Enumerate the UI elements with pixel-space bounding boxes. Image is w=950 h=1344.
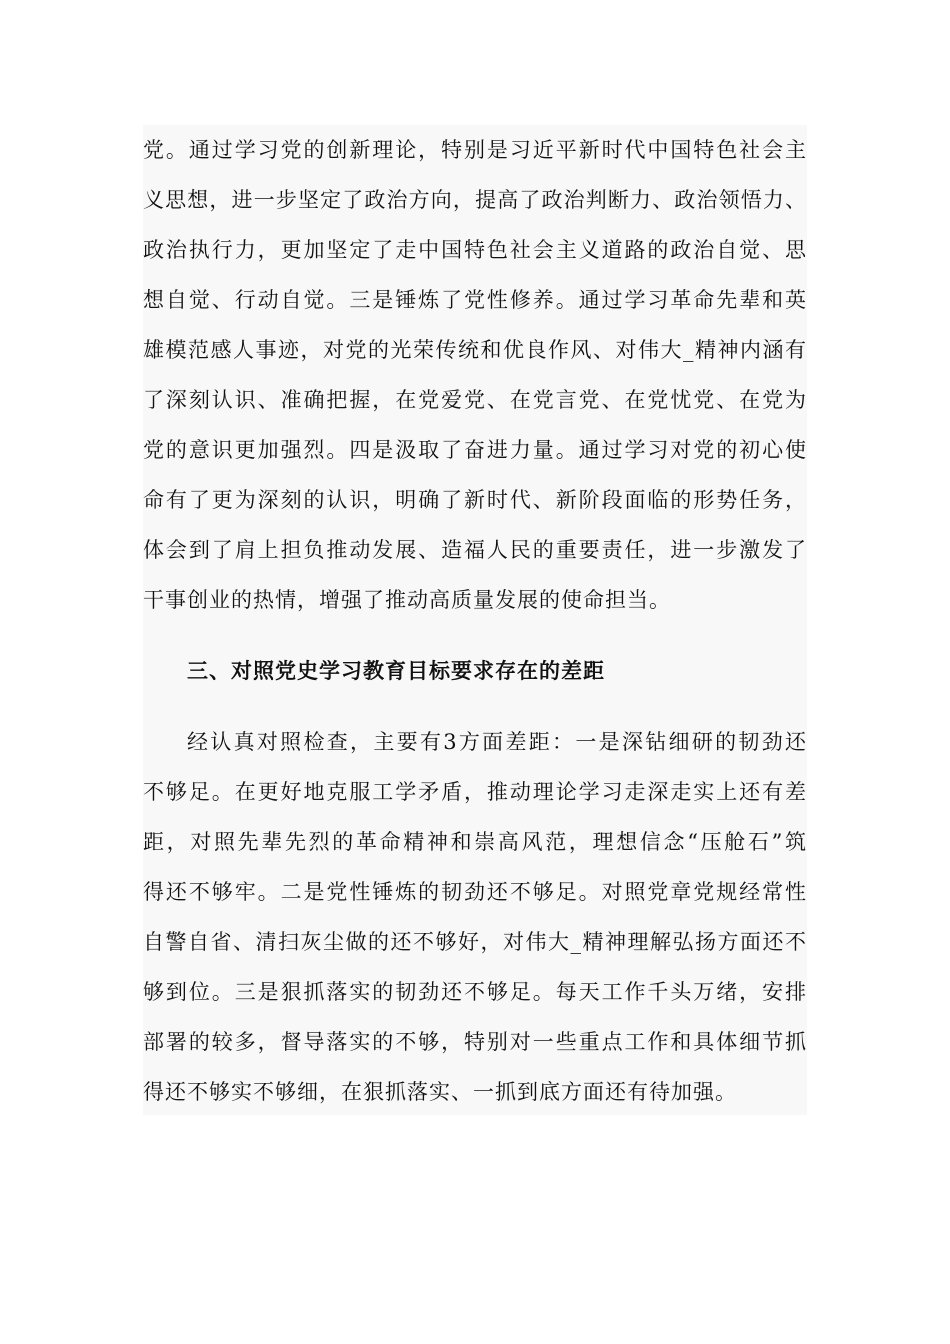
text-line: 得还不够牢。二是党性锤炼的韧劲还不够足。对照党章党规经常性 bbox=[143, 880, 807, 904]
section-heading: 三、对照党史学习教育目标要求存在的差距 bbox=[187, 658, 605, 683]
text-line: 干事创业的热情，增强了推动高质量发展的使命担当。 bbox=[143, 588, 671, 612]
text-line: 经认真对照检查，主要有3方面差距：一是深钻细研的韧劲还 bbox=[187, 730, 807, 754]
text-line: 义思想，进一步坚定了政治方向，提高了政治判断力、政治领悟力、 bbox=[143, 188, 807, 212]
text-line: 党的意识更加强烈。四是汲取了奋进力量。通过学习对党的初心使 bbox=[143, 438, 807, 462]
text-line: 雄模范感人事迹，对党的光荣传统和优良作风、对伟大_精神内涵有 bbox=[143, 338, 807, 362]
document-body bbox=[143, 125, 807, 1117]
text-line: 想自觉、行动自觉。三是锤炼了党性修养。通过学习革命先辈和英 bbox=[143, 288, 807, 312]
text-line: 政治执行力，更加坚定了走中国特色社会主义道路的政治自觉、思 bbox=[143, 238, 807, 262]
spacer bbox=[143, 625, 807, 646]
text-line: 距，对照先辈先烈的革命精神和崇高风范，理想信念“压舱石”筑 bbox=[143, 830, 807, 854]
text-line: 命有了更为深刻的认识，明确了新时代、新阶段面临的形势任务， bbox=[143, 488, 807, 512]
text-line: 部署的较多，督导落实的不够，特别对一些重点工作和具体细节抓 bbox=[143, 1030, 807, 1054]
paragraph-2 bbox=[143, 717, 807, 1117]
text-line: 不够足。在更好地克服工学矛盾，推动理论学习走深走实上还有差 bbox=[143, 780, 807, 804]
text-line: 了深刻认识、准确把握，在党爱党、在党言党、在党忧党、在党为 bbox=[143, 388, 807, 412]
text-line: 体会到了肩上担负推动发展、造福人民的重要责任，进一步激发了 bbox=[143, 538, 807, 562]
paragraph-1 bbox=[143, 125, 807, 625]
text-line: 得还不够实不够细，在狠抓落实、一抓到底方面还有待加强。 bbox=[143, 1080, 737, 1104]
text-line: 自警自省、清扫灰尘做的还不够好，对伟大_精神理解弘扬方面还不 bbox=[143, 930, 807, 954]
text-line: 够到位。三是狠抓落实的韧劲还不够足。每天工作千头万绪，安排 bbox=[143, 980, 807, 1004]
text-line: 党。通过学习党的创新理论，特别是习近平新时代中国特色社会主 bbox=[143, 138, 807, 162]
spacer bbox=[143, 696, 807, 717]
